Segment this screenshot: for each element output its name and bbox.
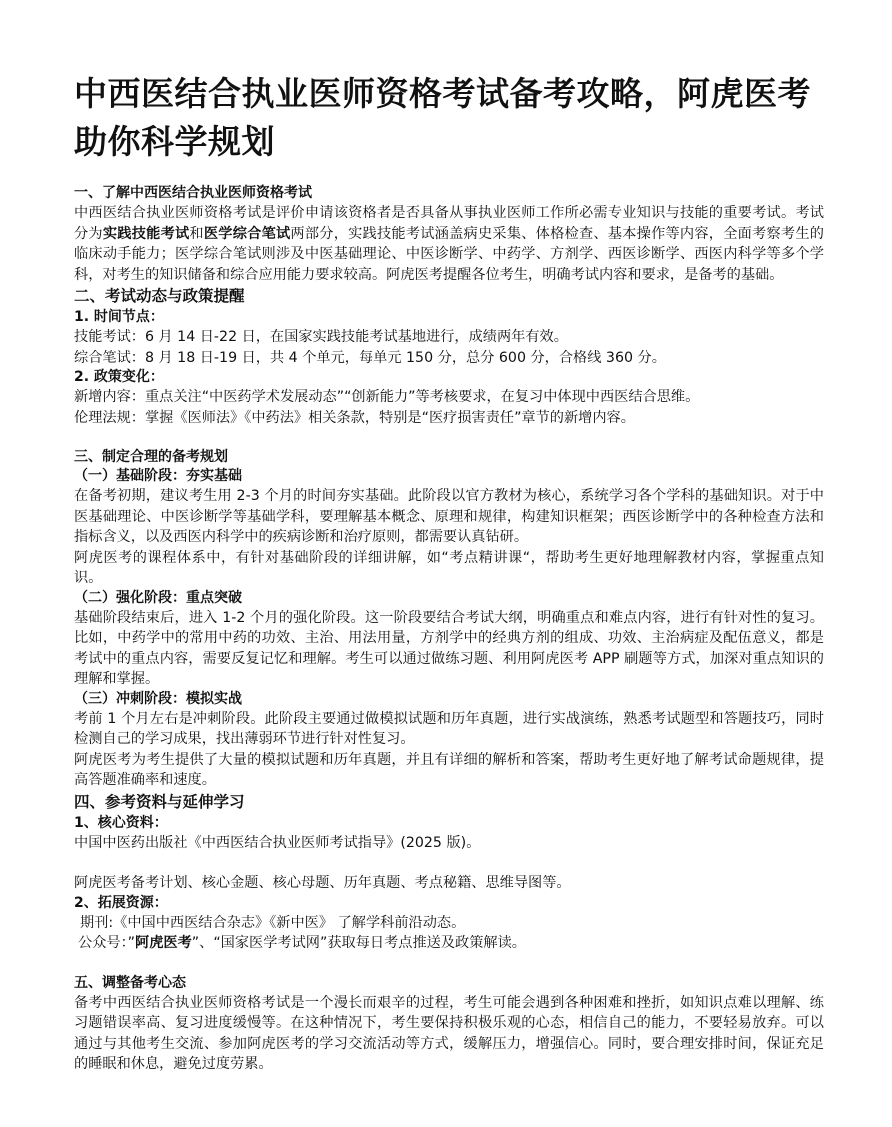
- policy-ethics: 伦理法规：掌握《医师法》《中药法》相关条款，特别是“医疗损害责任”章节的新增内容。: [74, 409, 635, 426]
- stage-1-paragraph-1: 在备考初期，建议考生用 2-3 个月的时间夯实基础。此阶段以官方教材为核心，系统学习各个学科的基础知识。对于中医基础理论、中医诊断学等基础学科，要理解基本概念、原理和规律，构建知识框架；西医诊断学中的各种检查方法和指标含义，以及西医内科学中的疾病诊断和治疗原则，都需要认真钻研。: [74, 488, 824, 545]
- section-5-heading: 五、调整备考心态: [74, 974, 186, 991]
- policy-new-content: 新增内容：重点关注“中医药学术发展动态”“创新能力”等考核要求，在复习中体现中西医结合思维。: [74, 389, 700, 405]
- section-4-heading: 四、参考资料与延伸学习: [74, 792, 245, 811]
- stage-2-paragraph: 基础阶段结束后，进入 1-2 个月的强化阶段。这一阶段要结合考试大纲，明确重点和难点内容，进行有针对性的复习。比如，中药学中的常用中药的功效、主治、用法用量，方剂学中的经典方剂的组成、功效、主治病症及配伍意义，都是考试中的重点内容，需要反复记忆和理解。考生可以通过做练习题、利用阿虎医考 APP 刷题等方式，加深对重点知识的理解和掌握。: [74, 609, 824, 687]
- core-material-ahu: 阿虎医考备考计划、核心金题、核心母题、历年真题、考点秘籍、思维导图等。: [74, 875, 571, 891]
- stage-3-heading: （三）冲刺阶段：模拟实战: [74, 690, 242, 707]
- extended-resources-heading: 2、拓展资源：: [74, 894, 168, 911]
- core-materials-heading: 1、核心资料：: [74, 814, 168, 831]
- skill-exam-time: 技能考试：6 月 14 日-22 日，在国家实践技能考试基地进行，成绩两年有效。: [74, 329, 568, 345]
- stage-1-paragraph-2: 阿虎医考的课程体系中，有针对基础阶段的详细讲解，如“考点精讲课“，帮助考生更好地理解教材内容，掌握重点知识。: [74, 549, 824, 586]
- section-1-heading: 一、了解中西医结合执业医师资格考试: [74, 185, 312, 201]
- article: [74, 70, 824, 1075]
- stage-2-heading: （二）强化阶段：重点突破: [74, 589, 242, 606]
- written-exam-time: 综合笔试：8 月 18 日-19 日，共 4 个单元，每单元 150 分，总分 600 分，合格线 360 分。: [74, 349, 666, 366]
- section-5-paragraph: 备考中西医结合执业医师资格考试是一个漫长而艰辛的过程，考生可能会遇到各种困难和挫折，如知识点难以理解、练习题错误率高、复习进度缓慢等。在这种情况下，考生要保持积极乐观的心态，相信自己的能力，不要轻易放弃。可以通过与其他考生交流、参加阿虎医考的学习交流活动等方式，缓解压力，增强信心。同时，要合理安排时间，保证充足的睡眠和休息，避免过度劳累。: [74, 994, 824, 1072]
- resource-journals: 期刊:《中国中西医结合杂志》《新中医》 了解学科前沿动态。: [80, 914, 466, 931]
- core-material-book: 中国中医药出版社《中西医结合执业医师考试指导》(2025 版)。: [74, 834, 481, 851]
- section-1-paragraph: 中西医结合执业医师资格考试是评价申请该资格者是否具备从事执业医师工作所必需专业知识与技能的重要考试。考试分为实践技能考试和医学综合笔试两部分，实践技能考试涵盖病史采集、体格检查、基本操作等内容，全面考察考生的临床动手能力；医学综合笔试则涉及中医基础理论、中医诊断学、中药学、方剂学、西医诊断学、西医内科学等多个学科，对考生的知识储备和综合应用能力要求较高。阿虎医考提醒各位考生，明确考试内容和要求，是备考的基础。: [74, 205, 824, 283]
- section-2-heading: 二、考试动态与政策提醒: [74, 287, 245, 305]
- resource-wechat: 公众号：”阿虎医考”、“国家医学考试网”获取每日考点推送及政策解读。: [78, 935, 526, 951]
- page-title: 中西医结合执业医师资格考试备考攻略，阿虎医考助你科学规划: [74, 74, 811, 161]
- stage-1-heading: （一）基础阶段：夯实基础: [74, 468, 242, 484]
- stage-3-paragraph-2: 阿虎医考为考生提供了大量的模拟试题和历年真题，并且有详细的解析和答案，帮助考生更好地了解考试命题规律，提高答题准确率和速度。: [74, 751, 824, 788]
- stage-3-paragraph-1: 考前 1 个月左右是冲刺阶段。此阶段主要通过做模拟试题和历年真题，进行实战演练，熟悉考试题型和答题技巧，同时检测自己的学习成果，找出薄弱环节进行针对性复习。: [74, 710, 824, 747]
- policy-changes-heading: 2. 政策变化：: [74, 369, 164, 385]
- section-3-heading: 三、制定合理的备考规划: [74, 449, 228, 465]
- time-nodes-heading: 1. 时间节点：: [74, 309, 164, 325]
